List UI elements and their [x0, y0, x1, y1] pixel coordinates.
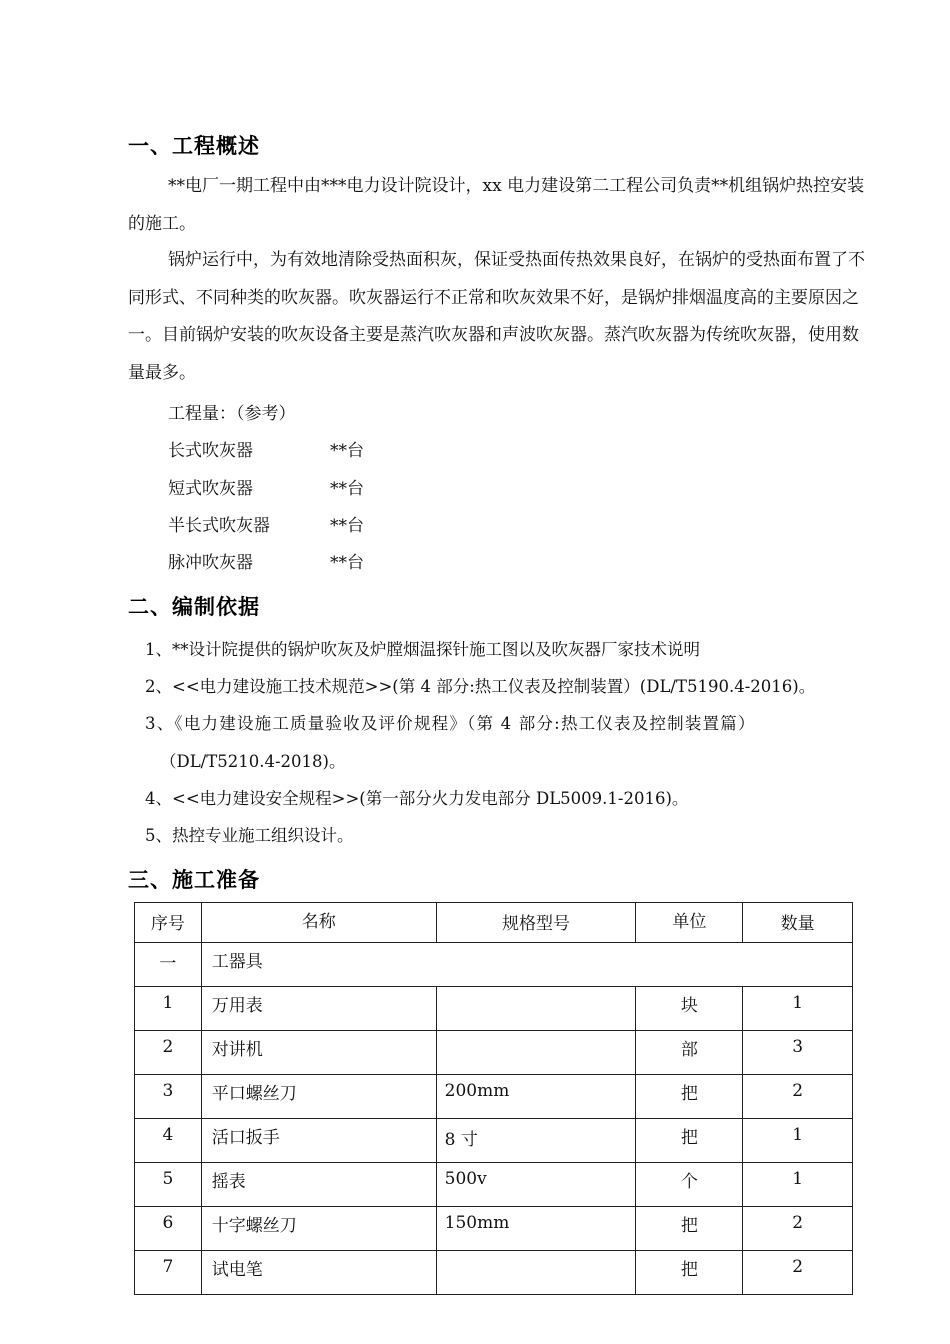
quantity-name: 脉冲吹灰器	[168, 553, 253, 573]
cell-qty: 2	[743, 1251, 853, 1295]
cell-no: 3	[135, 1075, 202, 1119]
basis-item: 4、<<电力建设安全规程>>(第一部分火力发电部分 DL5009.1-2016)。	[145, 789, 689, 808]
table-row	[135, 1119, 853, 1163]
cell-unit: 部	[636, 1031, 743, 1075]
cell-qty: 1	[743, 1119, 853, 1163]
quantity-name: 半长式吹灰器	[168, 516, 270, 536]
header-no: 序号	[135, 903, 202, 943]
table-header-row	[135, 903, 853, 943]
section-no: 一	[135, 943, 202, 987]
cell-unit: 把	[636, 1251, 743, 1295]
cell-qty: 1	[743, 987, 853, 1031]
header-qty: 数量	[743, 903, 853, 943]
cell-qty: 3	[743, 1031, 853, 1075]
quantity-name: 长式吹灰器	[168, 441, 253, 461]
basis-item: 5、热控专业施工组织设计。	[145, 826, 354, 845]
cell-unit: 把	[636, 1207, 743, 1251]
cell-spec: 8 寸	[436, 1119, 636, 1163]
cell-name: 十字螺丝刀	[201, 1207, 436, 1251]
cell-spec: 200mm	[436, 1075, 636, 1119]
cell-qty: 1	[743, 1163, 853, 1207]
cell-unit: 块	[636, 987, 743, 1031]
cell-name: 摇表	[201, 1163, 436, 1207]
section-title-preparation: 三、施工准备	[128, 868, 260, 892]
cell-qty: 2	[743, 1075, 853, 1119]
basis-item: 1、**设计院提供的锅炉吹灰及炉膛烟温探针施工图以及吹灰器厂家技术说明	[145, 640, 700, 659]
quantity-value: **台	[330, 516, 364, 536]
basis-item: 2、<<电力建设施工技术规范>>(第 4 部分:热工仪表及控制装置）(DL/T5190.4-2016)。	[145, 677, 816, 696]
cell-unit: 把	[636, 1119, 743, 1163]
section-name: 工器具	[201, 943, 852, 987]
table-row	[135, 1075, 853, 1119]
table-row	[135, 1031, 853, 1075]
cell-no: 4	[135, 1119, 202, 1163]
table-section-row	[135, 943, 853, 987]
cell-no: 5	[135, 1163, 202, 1207]
cell-name: 活口扳手	[201, 1119, 436, 1163]
cell-spec	[436, 987, 636, 1031]
cell-spec	[436, 1251, 636, 1295]
overview-paragraph-2: 锅炉运行中，为有效地清除受热面积灰，保证受热面传热效果良好，在锅炉的受热面布置了不同形式、不同种类的吹灰器。吹灰器运行不正常和吹灰效果不好，是锅炉排烟温度高的主要原因之一。目前锅炉安装的吹灰设备主要是蒸汽吹灰器和声波吹灰器。蒸汽吹灰器为传统吹灰器，使用数量最多。	[128, 250, 865, 383]
overview-paragraph-1: **电厂一期工程中由***电力设计院设计，xx 电力建设第二工程公司负责**机组锅炉热控安装的施工。	[128, 176, 865, 234]
header-unit: 单位	[636, 903, 743, 943]
cell-spec: 500v	[436, 1163, 636, 1207]
basis-item: 3、《电力建设施工质量验收及评价规程》（第 4 部分:热工仪表及控制装置篇）	[145, 714, 756, 733]
quantity-value: **台	[330, 553, 364, 573]
table-row	[135, 1207, 853, 1251]
cell-no: 1	[135, 987, 202, 1031]
section-title-overview: 一、工程概述	[128, 134, 260, 158]
quantity-name: 短式吹灰器	[168, 479, 253, 499]
quantity-value: **台	[330, 441, 364, 461]
quantity-value: **台	[330, 479, 364, 499]
section-title-basis: 二、编制依据	[128, 595, 260, 619]
preparation-table	[134, 902, 853, 1295]
table-row	[135, 1251, 853, 1295]
basis-item: （DL/T5210.4-2018)。	[160, 752, 346, 771]
header-spec: 规格型号	[436, 903, 636, 943]
header-name: 名称	[201, 903, 436, 943]
cell-name: 万用表	[201, 987, 436, 1031]
cell-qty: 2	[743, 1207, 853, 1251]
table-row	[135, 1163, 853, 1207]
cell-unit: 把	[636, 1075, 743, 1119]
cell-no: 7	[135, 1251, 202, 1295]
cell-unit: 个	[636, 1163, 743, 1207]
table-row	[135, 987, 853, 1031]
cell-spec	[436, 1031, 636, 1075]
quantity-title: 工程量：（参考）	[168, 404, 296, 424]
cell-no: 6	[135, 1207, 202, 1251]
cell-name: 对讲机	[201, 1031, 436, 1075]
cell-no: 2	[135, 1031, 202, 1075]
cell-name: 试电笔	[201, 1251, 436, 1295]
cell-name: 平口螺丝刀	[201, 1075, 436, 1119]
cell-spec: 150mm	[436, 1207, 636, 1251]
